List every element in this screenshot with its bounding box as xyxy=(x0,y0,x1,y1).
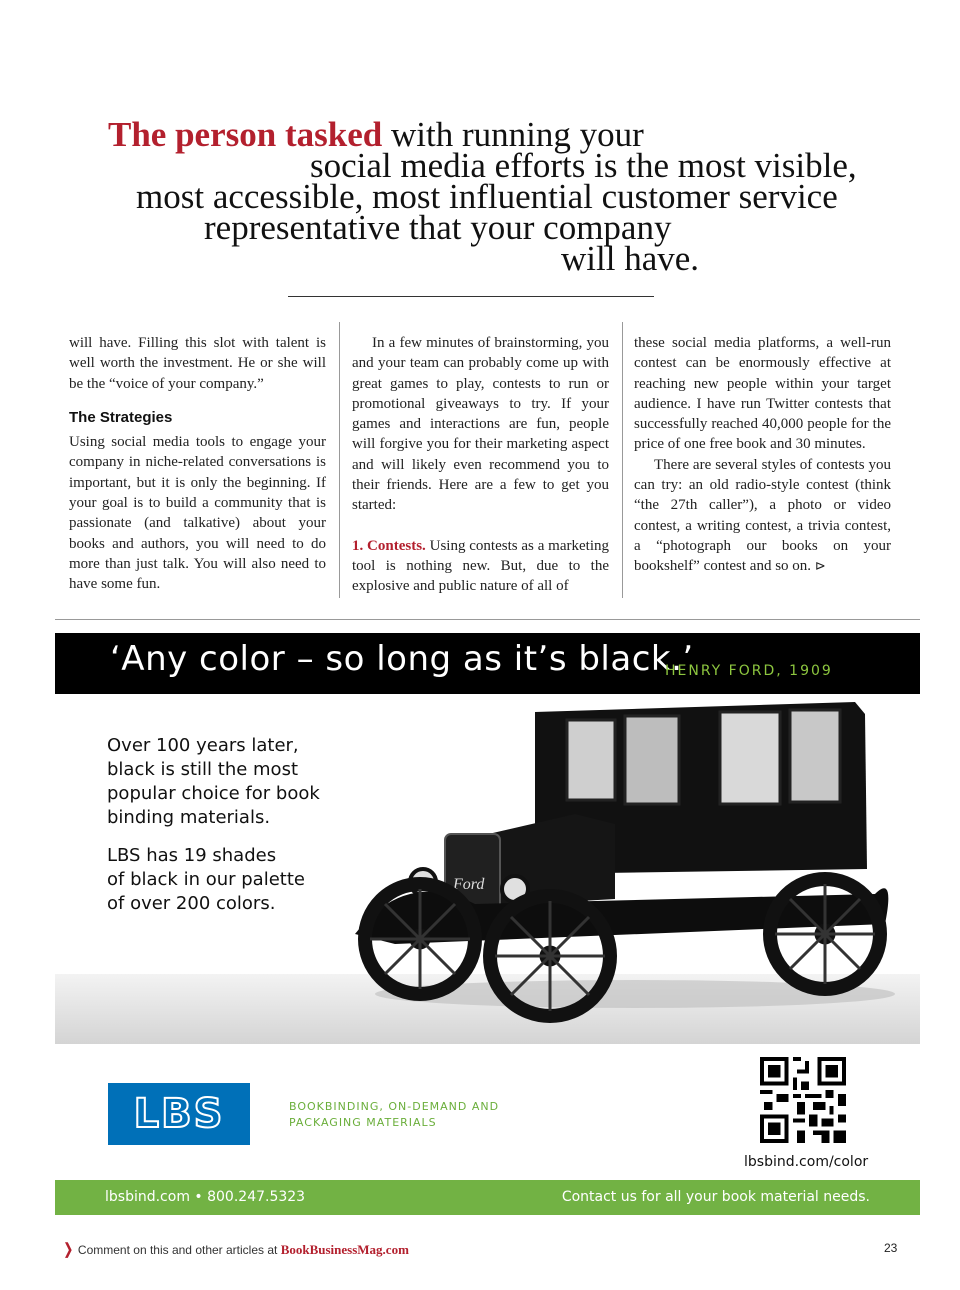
article-paragraph-text: There are several styles of contests you can try: an old radio-style contest (think “the 27th caller”), a photo or video contest, a writing contest, a trivia contest, a “photograph our books on your bookshelf” contest and so on. xyxy=(634,456,891,575)
car-badge: Ford xyxy=(453,876,485,893)
article-column-1 xyxy=(69,333,326,595)
ad-copy-line: Over 100 years later, xyxy=(107,735,299,756)
article-column-3 xyxy=(634,333,891,578)
pull-quote-line-3: most accessible, most influential customer service xyxy=(136,177,838,216)
page-number: 23 xyxy=(884,1241,898,1255)
ad-copy-line: of black in our palette xyxy=(107,869,305,890)
contact-cta: Contact us for all your book material needs. xyxy=(561,1189,870,1205)
ad-copy-2 xyxy=(107,844,305,916)
article-paragraph xyxy=(634,455,891,578)
contact-bar xyxy=(55,1180,920,1215)
continue-arrow-icon: ⊳ xyxy=(814,559,826,575)
article-paragraph: will have. Filling this slot with talent is well worth the investment. He or she will be the “voice of your company.” xyxy=(69,335,326,392)
article-paragraph: In a few minutes of brainstorming, you and your team can probably come up with great games to play, contests to run or promotional giveaways to try. If your games and interactions are fun, people will forgive you for their marketing aspect and will likely even recommend you to their friends. Here are a few to get you started: xyxy=(352,335,609,514)
qr-code-icon[interactable] xyxy=(760,1057,846,1143)
ad-copy-line: binding materials. xyxy=(107,807,271,828)
article-column-2 xyxy=(352,333,609,597)
footer-site-link[interactable]: BookBusinessMag.com xyxy=(280,1242,409,1257)
list-item-contests xyxy=(352,536,609,597)
article-paragraph: these social media platforms, a well-run contest can be enormously effective at reaching new people within your target audience. I have run Twitter contests that successfully reached 40,000 people for the price of one free book and 30 minutes. xyxy=(634,335,891,453)
section-divider xyxy=(55,619,920,620)
list-item-heading: 1. Contests. xyxy=(352,537,426,554)
ad-copy-line: popular choice for book xyxy=(107,783,320,804)
list-item-text: Using contests as a marketing tool is nothing new. But, due to the explosive and public nature of all of xyxy=(352,537,609,595)
ad-copy-line: black is still the most xyxy=(107,759,299,780)
section-heading: The Strategies xyxy=(69,408,173,426)
chevron-right-icon: ❭ xyxy=(62,1241,75,1258)
pull-quote-rule xyxy=(288,296,654,297)
ad-copy-line: LBS has 19 shades xyxy=(107,845,277,866)
ad-quote: ‘Any color – so long as it’s black.’ xyxy=(110,639,694,679)
ad-quote-attribution: HENRY FORD, 1909 xyxy=(665,663,833,679)
lbs-logo-text: LBS xyxy=(133,1091,225,1137)
article-paragraph: Using social media tools to engage your company in niche-related conversations is important, but it is only the beginning. If your goal is to build a community that is passionate (and talkative) about your books and authors, you will need to do more than just talk. You will also need to have some fun. xyxy=(69,434,326,593)
ad-copy-line: of over 200 colors. xyxy=(107,893,276,914)
model-t-car-illustration xyxy=(335,694,895,1044)
ad-tagline-line: BOOKBINDING, ON-DEMAND AND xyxy=(289,1100,500,1113)
ad-quote-bar xyxy=(55,633,920,694)
footer-text: Comment on this and other articles at xyxy=(77,1243,281,1257)
ad-tagline-line: PACKAGING MATERIALS xyxy=(289,1116,437,1129)
column-divider xyxy=(339,322,340,598)
pull-quote-line-2: social media efforts is the most visible, xyxy=(310,146,857,185)
pull-quote-line-5: will have. xyxy=(561,239,700,278)
ad-body xyxy=(55,694,920,1044)
page-footer xyxy=(62,1240,409,1258)
lbs-logo xyxy=(108,1083,250,1145)
pull-quote-line-1-rest: with running your xyxy=(382,115,644,154)
pull-quote-line-4: representative that your company xyxy=(204,208,672,247)
ad-copy-1 xyxy=(107,734,320,830)
ad-tagline xyxy=(289,1099,499,1131)
pull-quote-accent: The person tasked xyxy=(108,115,383,154)
qr-url[interactable]: lbsbind.com/color xyxy=(744,1154,869,1170)
contact-website-phone[interactable]: lbsbind.com • 800.247.5323 xyxy=(105,1189,306,1205)
column-divider xyxy=(622,322,623,598)
